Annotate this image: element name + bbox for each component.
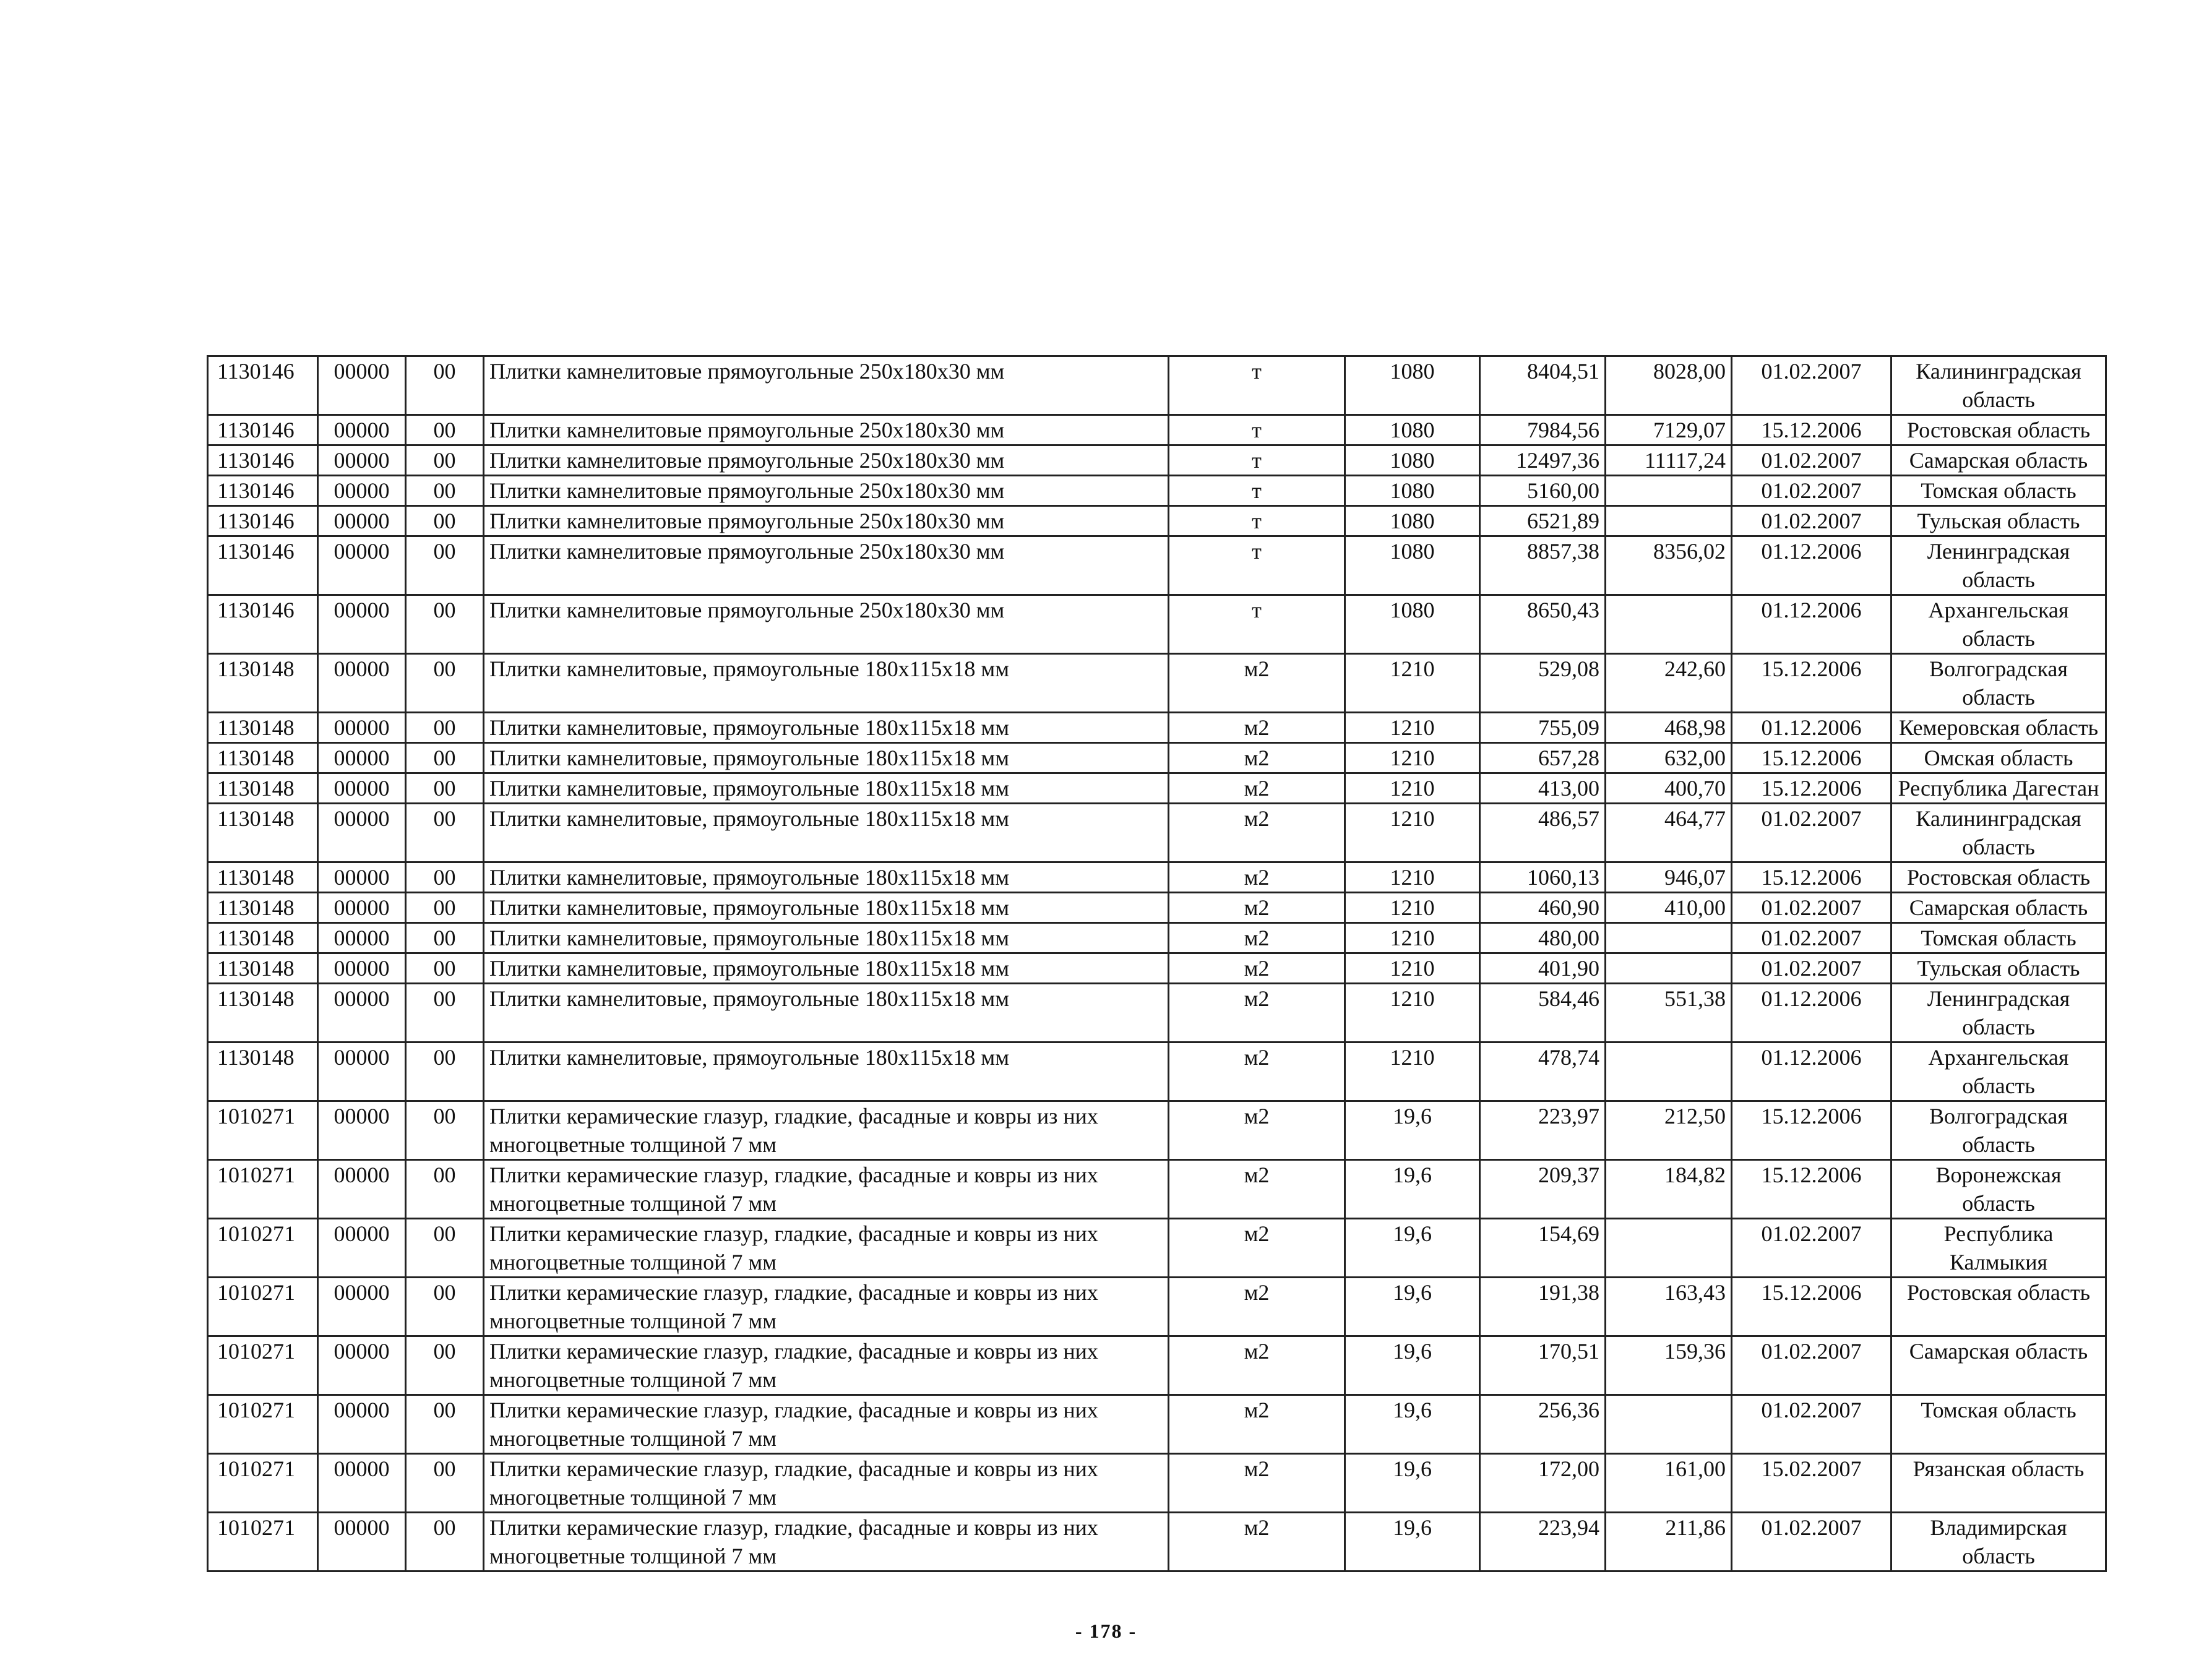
resource-code-cell: 1010271 xyxy=(208,1278,318,1336)
sub-code-cell: 00000 xyxy=(318,923,406,953)
unit-cell: м2 xyxy=(1169,1336,1345,1395)
resource-code-cell: 1130146 xyxy=(208,476,318,506)
unit-cell: м2 xyxy=(1169,923,1345,953)
region-cell: Самарская область xyxy=(1891,893,2106,923)
price-without-vat-cell: 410,00 xyxy=(1606,893,1732,923)
version-cell: 00 xyxy=(406,506,484,536)
resource-code-cell: 1130146 xyxy=(208,415,318,445)
version-cell: 00 xyxy=(406,1336,484,1395)
region-cell: Волгоградская область xyxy=(1891,1101,2106,1160)
sub-code-cell: 00000 xyxy=(318,445,406,476)
version-cell: 00 xyxy=(406,862,484,893)
price-with-vat-cell: 223,97 xyxy=(1480,1101,1606,1160)
material-name-cell: Плитки камнелитовые прямоугольные 250х180х30 мм xyxy=(484,476,1169,506)
region-cell: Ростовская область xyxy=(1891,415,2106,445)
region-cell: Ленинградская область xyxy=(1891,984,2106,1042)
material-name-cell: Плитки керамические глазур, гладкие, фасадные и ковры из них многоцветные толщиной 7 мм xyxy=(484,1160,1169,1219)
sub-code-cell: 00000 xyxy=(318,476,406,506)
resource-code-cell: 1010271 xyxy=(208,1395,318,1454)
page-number: - 178 - xyxy=(1075,1620,1137,1642)
price-with-vat-cell: 478,74 xyxy=(1480,1042,1606,1101)
price-without-vat-cell: 184,82 xyxy=(1606,1160,1732,1219)
region-cell: Архангельская область xyxy=(1891,1042,2106,1101)
resource-code-cell: 1010271 xyxy=(208,1101,318,1160)
region-cell: Калининградская область xyxy=(1891,356,2106,415)
resource-code-cell: 1130148 xyxy=(208,1042,318,1101)
quantity-cell: 1210 xyxy=(1345,804,1480,862)
date-cell: 15.12.2006 xyxy=(1732,654,1891,713)
price-without-vat-cell xyxy=(1606,1042,1732,1101)
region-cell: Волгоградская область xyxy=(1891,654,2106,713)
version-cell: 00 xyxy=(406,1042,484,1101)
sub-code-cell: 00000 xyxy=(318,893,406,923)
material-name-cell: Плитки камнелитовые прямоугольные 250х180х30 мм xyxy=(484,445,1169,476)
table-row xyxy=(208,1513,2106,1571)
price-with-vat-cell: 223,94 xyxy=(1480,1513,1606,1571)
table-row xyxy=(208,713,2106,743)
material-name-cell: Плитки камнелитовые прямоугольные 250х180х30 мм xyxy=(484,595,1169,654)
region-cell: Ростовская область xyxy=(1891,1278,2106,1336)
sub-code-cell: 00000 xyxy=(318,743,406,773)
quantity-cell: 1080 xyxy=(1345,356,1480,415)
unit-cell: м2 xyxy=(1169,1278,1345,1336)
price-without-vat-cell: 946,07 xyxy=(1606,862,1732,893)
unit-cell: м2 xyxy=(1169,773,1345,804)
quantity-cell: 19,6 xyxy=(1345,1336,1480,1395)
material-name-cell: Плитки камнелитовые прямоугольные 250х180х30 мм xyxy=(484,506,1169,536)
price-with-vat-cell: 12497,36 xyxy=(1480,445,1606,476)
version-cell: 00 xyxy=(406,893,484,923)
table-row xyxy=(208,506,2106,536)
region-cell: Самарская область xyxy=(1891,1336,2106,1395)
region-cell: Рязанская область xyxy=(1891,1454,2106,1513)
region-cell: Владимирская область xyxy=(1891,1513,2106,1571)
table-row xyxy=(208,536,2106,595)
material-name-cell: Плитки керамические глазур, гладкие, фасадные и ковры из них многоцветные толщиной 7 мм xyxy=(484,1101,1169,1160)
resource-code-cell: 1130146 xyxy=(208,536,318,595)
quantity-cell: 1210 xyxy=(1345,654,1480,713)
table-row xyxy=(208,984,2106,1042)
quantity-cell: 1210 xyxy=(1345,984,1480,1042)
quantity-cell: 1080 xyxy=(1345,506,1480,536)
material-name-cell: Плитки камнелитовые, прямоугольные 180х115х18 мм xyxy=(484,893,1169,923)
date-cell: 01.02.2007 xyxy=(1732,804,1891,862)
quantity-cell: 1210 xyxy=(1345,773,1480,804)
table-body xyxy=(208,356,2106,1571)
table-row xyxy=(208,1395,2106,1454)
date-cell: 15.12.2006 xyxy=(1732,1160,1891,1219)
unit-cell: т xyxy=(1169,506,1345,536)
material-name-cell: Плитки керамические глазур, гладкие, фасадные и ковры из них многоцветные толщиной 7 мм xyxy=(484,1454,1169,1513)
unit-cell: м2 xyxy=(1169,713,1345,743)
resource-code-cell: 1130146 xyxy=(208,356,318,415)
material-name-cell: Плитки керамические глазур, гладкие, фасадные и ковры из них многоцветные толщиной 7 мм xyxy=(484,1219,1169,1278)
region-cell: Воронежская область xyxy=(1891,1160,2106,1219)
price-with-vat-cell: 8857,38 xyxy=(1480,536,1606,595)
material-name-cell: Плитки камнелитовые, прямоугольные 180х115х18 мм xyxy=(484,923,1169,953)
table-row xyxy=(208,1101,2106,1160)
price-without-vat-cell: 11117,24 xyxy=(1606,445,1732,476)
price-without-vat-cell: 400,70 xyxy=(1606,773,1732,804)
material-name-cell: Плитки керамические глазур, гладкие, фасадные и ковры из них многоцветные толщиной 7 мм xyxy=(484,1278,1169,1336)
resource-code-cell: 1130148 xyxy=(208,953,318,984)
table-row xyxy=(208,804,2106,862)
date-cell: 01.12.2006 xyxy=(1732,595,1891,654)
version-cell: 00 xyxy=(406,654,484,713)
resource-code-cell: 1130146 xyxy=(208,445,318,476)
unit-cell: м2 xyxy=(1169,1454,1345,1513)
region-cell: Томская область xyxy=(1891,923,2106,953)
date-cell: 15.12.2006 xyxy=(1732,773,1891,804)
price-with-vat-cell: 170,51 xyxy=(1480,1336,1606,1395)
resource-code-cell: 1130148 xyxy=(208,862,318,893)
price-with-vat-cell: 401,90 xyxy=(1480,953,1606,984)
quantity-cell: 1080 xyxy=(1345,536,1480,595)
date-cell: 01.02.2007 xyxy=(1732,506,1891,536)
region-cell: Республика Калмыкия xyxy=(1891,1219,2106,1278)
date-cell: 01.12.2006 xyxy=(1732,713,1891,743)
resource-code-cell: 1010271 xyxy=(208,1336,318,1395)
date-cell: 01.02.2007 xyxy=(1732,476,1891,506)
version-cell: 00 xyxy=(406,1454,484,1513)
quantity-cell: 19,6 xyxy=(1345,1278,1480,1336)
date-cell: 15.12.2006 xyxy=(1732,743,1891,773)
unit-cell: т xyxy=(1169,536,1345,595)
material-name-cell: Плитки камнелитовые прямоугольные 250х180х30 мм xyxy=(484,415,1169,445)
sub-code-cell: 00000 xyxy=(318,804,406,862)
table-row xyxy=(208,743,2106,773)
quantity-cell: 1080 xyxy=(1345,415,1480,445)
material-name-cell: Плитки камнелитовые, прямоугольные 180х115х18 мм xyxy=(484,773,1169,804)
material-name-cell: Плитки камнелитовые, прямоугольные 180х115х18 мм xyxy=(484,713,1169,743)
sub-code-cell: 00000 xyxy=(318,356,406,415)
resource-code-cell: 1130148 xyxy=(208,743,318,773)
table-row xyxy=(208,1219,2106,1278)
table-row xyxy=(208,415,2106,445)
material-name-cell: Плитки керамические глазур, гладкие, фасадные и ковры из них многоцветные толщиной 7 мм xyxy=(484,1513,1169,1571)
price-with-vat-cell: 6521,89 xyxy=(1480,506,1606,536)
unit-cell: м2 xyxy=(1169,893,1345,923)
date-cell: 15.12.2006 xyxy=(1732,862,1891,893)
sub-code-cell: 00000 xyxy=(318,713,406,743)
price-with-vat-cell: 584,46 xyxy=(1480,984,1606,1042)
quantity-cell: 1210 xyxy=(1345,953,1480,984)
price-table xyxy=(207,355,2107,1572)
unit-cell: т xyxy=(1169,356,1345,415)
resource-code-cell: 1010271 xyxy=(208,1513,318,1571)
region-cell: Томская область xyxy=(1891,476,2106,506)
unit-cell: м2 xyxy=(1169,1042,1345,1101)
resource-code-cell: 1130148 xyxy=(208,654,318,713)
version-cell: 00 xyxy=(406,1101,484,1160)
date-cell: 01.02.2007 xyxy=(1732,1336,1891,1395)
table-row xyxy=(208,1454,2106,1513)
material-name-cell: Плитки камнелитовые, прямоугольные 180х115х18 мм xyxy=(484,654,1169,713)
sub-code-cell: 00000 xyxy=(318,1454,406,1513)
region-cell: Архангельская область xyxy=(1891,595,2106,654)
date-cell: 01.02.2007 xyxy=(1732,1219,1891,1278)
price-with-vat-cell: 8650,43 xyxy=(1480,595,1606,654)
region-cell: Кемеровская область xyxy=(1891,713,2106,743)
region-cell: Самарская область xyxy=(1891,445,2106,476)
material-name-cell: Плитки камнелитовые, прямоугольные 180х115х18 мм xyxy=(484,862,1169,893)
resource-code-cell: 1010271 xyxy=(208,1219,318,1278)
region-cell: Ленинградская область xyxy=(1891,536,2106,595)
region-cell: Омская область xyxy=(1891,743,2106,773)
date-cell: 15.12.2006 xyxy=(1732,1278,1891,1336)
sub-code-cell: 00000 xyxy=(318,984,406,1042)
table-row xyxy=(208,476,2106,506)
quantity-cell: 1080 xyxy=(1345,445,1480,476)
table-row xyxy=(208,862,2106,893)
price-with-vat-cell: 755,09 xyxy=(1480,713,1606,743)
version-cell: 00 xyxy=(406,356,484,415)
version-cell: 00 xyxy=(406,1395,484,1454)
price-without-vat-cell: 8028,00 xyxy=(1606,356,1732,415)
unit-cell: м2 xyxy=(1169,953,1345,984)
price-without-vat-cell: 159,36 xyxy=(1606,1336,1732,1395)
quantity-cell: 19,6 xyxy=(1345,1395,1480,1454)
version-cell: 00 xyxy=(406,1278,484,1336)
unit-cell: т xyxy=(1169,415,1345,445)
sub-code-cell: 00000 xyxy=(318,1336,406,1395)
quantity-cell: 19,6 xyxy=(1345,1513,1480,1571)
table-row xyxy=(208,1336,2106,1395)
price-without-vat-cell xyxy=(1606,923,1732,953)
table-row xyxy=(208,1160,2106,1219)
unit-cell: м2 xyxy=(1169,1160,1345,1219)
date-cell: 01.02.2007 xyxy=(1732,923,1891,953)
price-without-vat-cell xyxy=(1606,476,1732,506)
unit-cell: м2 xyxy=(1169,654,1345,713)
table-row xyxy=(208,893,2106,923)
quantity-cell: 1210 xyxy=(1345,893,1480,923)
version-cell: 00 xyxy=(406,804,484,862)
sub-code-cell: 00000 xyxy=(318,1160,406,1219)
price-without-vat-cell: 551,38 xyxy=(1606,984,1732,1042)
price-with-vat-cell: 191,38 xyxy=(1480,1278,1606,1336)
unit-cell: м2 xyxy=(1169,743,1345,773)
unit-cell: т xyxy=(1169,476,1345,506)
sub-code-cell: 00000 xyxy=(318,654,406,713)
sub-code-cell: 00000 xyxy=(318,1042,406,1101)
version-cell: 00 xyxy=(406,923,484,953)
price-with-vat-cell: 172,00 xyxy=(1480,1454,1606,1513)
quantity-cell: 19,6 xyxy=(1345,1160,1480,1219)
version-cell: 00 xyxy=(406,445,484,476)
unit-cell: м2 xyxy=(1169,984,1345,1042)
date-cell: 01.02.2007 xyxy=(1732,445,1891,476)
price-without-vat-cell: 464,77 xyxy=(1606,804,1732,862)
sub-code-cell: 00000 xyxy=(318,506,406,536)
table-row xyxy=(208,953,2106,984)
version-cell: 00 xyxy=(406,743,484,773)
sub-code-cell: 00000 xyxy=(318,1101,406,1160)
resource-code-cell: 1130146 xyxy=(208,595,318,654)
table-row xyxy=(208,445,2106,476)
price-with-vat-cell: 460,90 xyxy=(1480,893,1606,923)
date-cell: 01.02.2007 xyxy=(1732,1513,1891,1571)
table-row xyxy=(208,923,2106,953)
date-cell: 01.02.2007 xyxy=(1732,953,1891,984)
price-without-vat-cell xyxy=(1606,595,1732,654)
version-cell: 00 xyxy=(406,773,484,804)
price-without-vat-cell: 8356,02 xyxy=(1606,536,1732,595)
material-name-cell: Плитки керамические глазур, гладкие, фасадные и ковры из них многоцветные толщиной 7 мм xyxy=(484,1336,1169,1395)
material-name-cell: Плитки камнелитовые, прямоугольные 180х115х18 мм xyxy=(484,953,1169,984)
sub-code-cell: 00000 xyxy=(318,415,406,445)
quantity-cell: 1210 xyxy=(1345,862,1480,893)
date-cell: 15.12.2006 xyxy=(1732,1101,1891,1160)
version-cell: 00 xyxy=(406,476,484,506)
price-with-vat-cell: 5160,00 xyxy=(1480,476,1606,506)
version-cell: 00 xyxy=(406,1513,484,1571)
table-row xyxy=(208,356,2106,415)
material-name-cell: Плитки камнелитовые, прямоугольные 180х115х18 мм xyxy=(484,1042,1169,1101)
resource-code-cell: 1130146 xyxy=(208,506,318,536)
sub-code-cell: 00000 xyxy=(318,1219,406,1278)
price-with-vat-cell: 486,57 xyxy=(1480,804,1606,862)
unit-cell: м2 xyxy=(1169,1395,1345,1454)
price-with-vat-cell: 1060,13 xyxy=(1480,862,1606,893)
material-name-cell: Плитки керамические глазур, гладкие, фасадные и ковры из них многоцветные толщиной 7 мм xyxy=(484,1395,1169,1454)
quantity-cell: 1210 xyxy=(1345,743,1480,773)
sub-code-cell: 00000 xyxy=(318,536,406,595)
date-cell: 01.02.2007 xyxy=(1732,893,1891,923)
version-cell: 00 xyxy=(406,595,484,654)
sub-code-cell: 00000 xyxy=(318,953,406,984)
material-name-cell: Плитки камнелитовые, прямоугольные 180х115х18 мм xyxy=(484,984,1169,1042)
date-cell: 01.02.2007 xyxy=(1732,1395,1891,1454)
price-without-vat-cell: 632,00 xyxy=(1606,743,1732,773)
region-cell: Ростовская область xyxy=(1891,862,2106,893)
quantity-cell: 19,6 xyxy=(1345,1454,1480,1513)
price-with-vat-cell: 256,36 xyxy=(1480,1395,1606,1454)
price-with-vat-cell: 413,00 xyxy=(1480,773,1606,804)
quantity-cell: 19,6 xyxy=(1345,1101,1480,1160)
table-row xyxy=(208,1042,2106,1101)
resource-code-cell: 1010271 xyxy=(208,1160,318,1219)
price-without-vat-cell: 163,43 xyxy=(1606,1278,1732,1336)
unit-cell: м2 xyxy=(1169,1101,1345,1160)
unit-cell: м2 xyxy=(1169,804,1345,862)
quantity-cell: 1210 xyxy=(1345,923,1480,953)
quantity-cell: 19,6 xyxy=(1345,1219,1480,1278)
price-without-vat-cell: 212,50 xyxy=(1606,1101,1732,1160)
table-row xyxy=(208,595,2106,654)
price-with-vat-cell: 154,69 xyxy=(1480,1219,1606,1278)
date-cell: 01.12.2006 xyxy=(1732,1042,1891,1101)
table-row xyxy=(208,773,2106,804)
version-cell: 00 xyxy=(406,984,484,1042)
sub-code-cell: 00000 xyxy=(318,1513,406,1571)
price-without-vat-cell: 7129,07 xyxy=(1606,415,1732,445)
version-cell: 00 xyxy=(406,1219,484,1278)
price-with-vat-cell: 657,28 xyxy=(1480,743,1606,773)
table-row xyxy=(208,654,2106,713)
version-cell: 00 xyxy=(406,713,484,743)
unit-cell: м2 xyxy=(1169,1219,1345,1278)
date-cell: 15.12.2006 xyxy=(1732,415,1891,445)
date-cell: 01.12.2006 xyxy=(1732,984,1891,1042)
price-without-vat-cell xyxy=(1606,1219,1732,1278)
quantity-cell: 1210 xyxy=(1345,1042,1480,1101)
sub-code-cell: 00000 xyxy=(318,773,406,804)
price-with-vat-cell: 529,08 xyxy=(1480,654,1606,713)
unit-cell: т xyxy=(1169,445,1345,476)
unit-cell: м2 xyxy=(1169,1513,1345,1571)
sub-code-cell: 00000 xyxy=(318,595,406,654)
version-cell: 00 xyxy=(406,415,484,445)
price-without-vat-cell: 468,98 xyxy=(1606,713,1732,743)
price-with-vat-cell: 7984,56 xyxy=(1480,415,1606,445)
region-cell: Тульская область xyxy=(1891,953,2106,984)
region-cell: Томская область xyxy=(1891,1395,2106,1454)
resource-code-cell: 1130148 xyxy=(208,773,318,804)
region-cell: Тульская область xyxy=(1891,506,2106,536)
price-with-vat-cell: 209,37 xyxy=(1480,1160,1606,1219)
price-with-vat-cell: 480,00 xyxy=(1480,923,1606,953)
resource-code-cell: 1010271 xyxy=(208,1454,318,1513)
price-with-vat-cell: 8404,51 xyxy=(1480,356,1606,415)
resource-code-cell: 1130148 xyxy=(208,984,318,1042)
quantity-cell: 1080 xyxy=(1345,476,1480,506)
quantity-cell: 1080 xyxy=(1345,595,1480,654)
price-without-vat-cell: 211,86 xyxy=(1606,1513,1732,1571)
region-cell: Республика Дагестан xyxy=(1891,773,2106,804)
table-row xyxy=(208,1278,2106,1336)
material-name-cell: Плитки камнелитовые, прямоугольные 180х115х18 мм xyxy=(484,743,1169,773)
material-name-cell: Плитки камнелитовые, прямоугольные 180х115х18 мм xyxy=(484,804,1169,862)
resource-code-cell: 1130148 xyxy=(208,713,318,743)
price-without-vat-cell: 161,00 xyxy=(1606,1454,1732,1513)
price-without-vat-cell xyxy=(1606,953,1732,984)
date-cell: 01.02.2007 xyxy=(1732,356,1891,415)
price-without-vat-cell: 242,60 xyxy=(1606,654,1732,713)
quantity-cell: 1210 xyxy=(1345,713,1480,743)
version-cell: 00 xyxy=(406,536,484,595)
sub-code-cell: 00000 xyxy=(318,1395,406,1454)
unit-cell: т xyxy=(1169,595,1345,654)
region-cell: Калининградская область xyxy=(1891,804,2106,862)
date-cell: 15.02.2007 xyxy=(1732,1454,1891,1513)
material-name-cell: Плитки камнелитовые прямоугольные 250х180х30 мм xyxy=(484,536,1169,595)
resource-code-cell: 1130148 xyxy=(208,893,318,923)
sub-code-cell: 00000 xyxy=(318,862,406,893)
resource-code-cell: 1130148 xyxy=(208,804,318,862)
price-without-vat-cell xyxy=(1606,1395,1732,1454)
unit-cell: м2 xyxy=(1169,862,1345,893)
price-without-vat-cell xyxy=(1606,506,1732,536)
version-cell: 00 xyxy=(406,953,484,984)
date-cell: 01.12.2006 xyxy=(1732,536,1891,595)
sub-code-cell: 00000 xyxy=(318,1278,406,1336)
version-cell: 00 xyxy=(406,1160,484,1219)
material-name-cell: Плитки камнелитовые прямоугольные 250х180х30 мм xyxy=(484,356,1169,415)
resource-code-cell: 1130148 xyxy=(208,923,318,953)
